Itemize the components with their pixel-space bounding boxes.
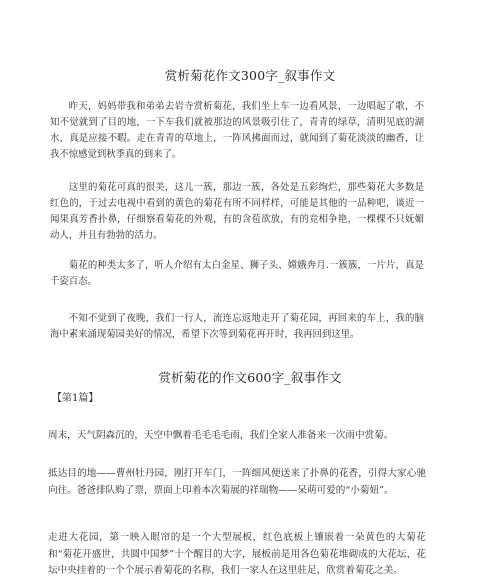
section-1-paragraph: 不知不觉到了夜晚，我们一行人，流连忘返地走开了菊花园，再回来的车上，我的脑海中素来涌现菊园美好的情况，希望下次等到菊花再开时，我再回到这里。 xyxy=(50,313,424,340)
section-2-title: 赏析菊花的作文600字_叙事作文 xyxy=(158,370,342,385)
section-2-paragraph: 抵达目的地——曹州牡丹园，刚打开车门，一阵细风便送来了扑鼻的花香，引得大家心驰向往。爸爸排队购了票，票面上印着本次菊展的祥瑞物——呆萌可爱的“小菊妞”。 xyxy=(48,468,426,496)
section-2-paragraph: 走进大花园，第一映入眼帘的是一个大型展板，红色底板上镶嵌着一朵黄色的大菊花和“菊花开盛世，共圆中国梦”十个醒目的大字，展板前是用各色菊花堆砌成的大花坛，花坛中央挂着的一个个展示着菊花的名称，我们一家人在这里驻足，欣赏着菊花之美。 xyxy=(48,532,426,576)
section-2-paragraph: 周末，天气阴森沉的，天空中飘着毛毛毛毛雨，我们全家人准备来一次雨中赏菊。 xyxy=(48,430,394,441)
section-1-paragraph: 菊花的种类太多了，听人介绍有太白金星、狮子头、嫦娥奔月.一簇簇，一片片，真是千姿百态。 xyxy=(50,260,424,287)
section-1-paragraph: 昨天，妈妈带我和弟弟去岩寺赏析菊花，我们坐上车一边看风景，一边唱起了歌，不知不觉就到了目的地，一下车我们就被那边的风景吸引住了，青青的绿草，清明见底的湖水，真是应接不暇。走在青青的草地上，一阵风拂面而过，就闻到了菊花淡淡的幽香，让我不惊感觉到秋季真的到来了。 xyxy=(50,101,424,160)
section-2-tag: 【第1篇】 xyxy=(52,393,99,404)
section-1-paragraph: 这里的菊花可真的很美，这儿一簇，那边一簇，各处是五彩绚烂，那些菊花大多数是红色的，于过去电视中看到的黄色的菊花有所不同样样，可能是其他的一品种吧，谈近一闻果真芳香扑鼻，仔细察看菊花的外观，有的含苞欲放，有的竞相争艳，一棵棵不只妩媚动人，并且有勃勃的活力。 xyxy=(50,182,424,241)
section-1-title: 赏析菊花作文300字_叙事作文 xyxy=(164,68,336,83)
